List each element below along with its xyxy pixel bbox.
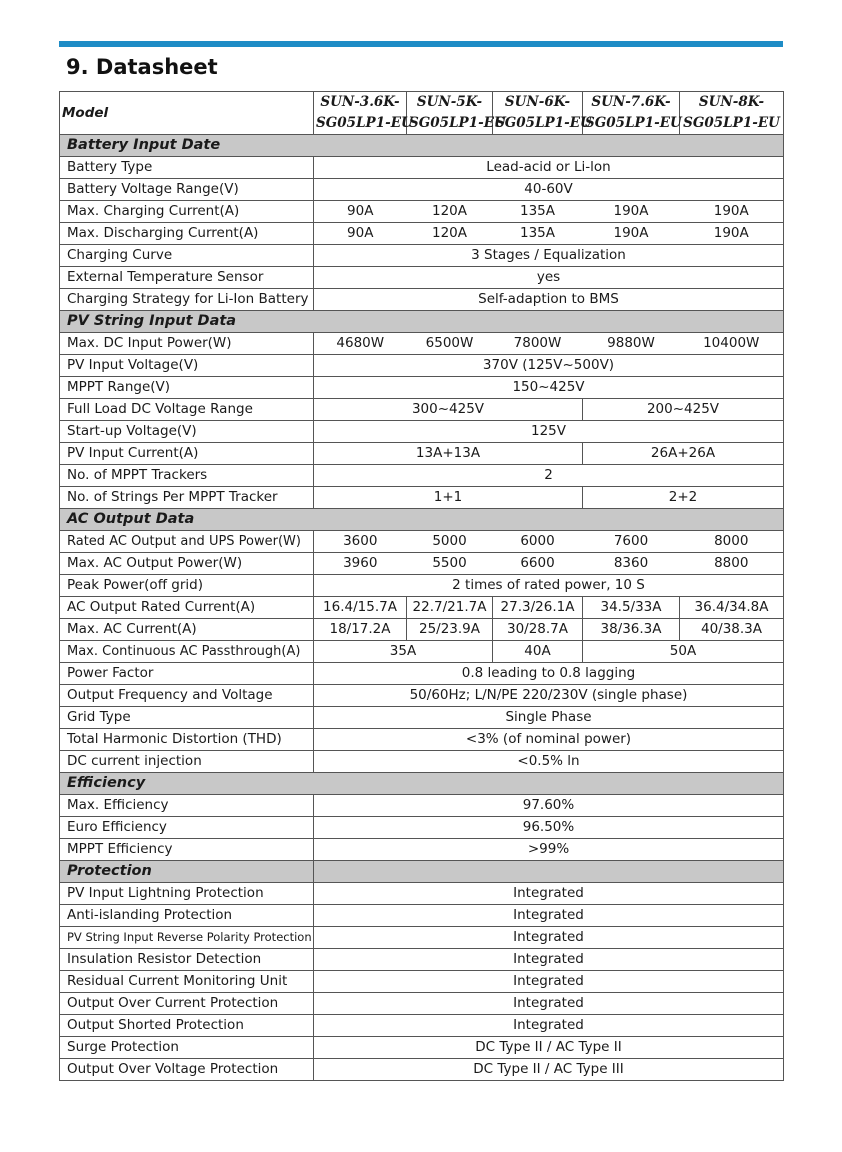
row-label: Output Over Voltage Protection [60,1059,314,1081]
row-value: DC Type II / AC Type II [314,1037,784,1059]
row-label: Battery Voltage Range(V) [60,179,314,201]
table-row [60,443,784,465]
model-header: SUN-5K- SG05LP1-EU [407,92,493,135]
row-label: Battery Type [60,157,314,179]
model-header: SUN-7.6K- SG05LP1-EU [583,92,680,135]
row-label: PV Input Lightning Protection [60,883,314,905]
row-value: 35A [314,641,493,663]
table-row [60,927,784,949]
row-value: 1+1 [314,487,583,509]
row-value: Integrated [314,927,784,949]
row-value: 7800W [493,333,583,355]
table-row [60,839,784,861]
row-value: 3 Stages / Equalization [314,245,784,267]
row-value: 0.8 leading to 0.8 lagging [314,663,784,685]
row-label: External Temperature Sensor [60,267,314,289]
row-label: Insulation Resistor Detection [60,949,314,971]
table-row [60,1059,784,1081]
row-value: 200~425V [583,399,784,421]
row-value: 26A+26A [583,443,784,465]
row-value: Integrated [314,905,784,927]
row-value: Single Phase [314,707,784,729]
row-label: Output Over Current Protection [60,993,314,1015]
table-row [60,729,784,751]
row-label: Euro Efficiency [60,817,314,839]
model-header: SUN-3.6K- SG05LP1-EU [314,92,407,135]
table-row [60,179,784,201]
row-label: Residual Current Monitoring Unit [60,971,314,993]
row-value: 97.60% [314,795,784,817]
row-label: Surge Protection [60,1037,314,1059]
row-value: Integrated [314,971,784,993]
row-value: 90A [314,201,407,223]
row-value: 36.4/34.8A [680,597,784,619]
row-value: Integrated [314,949,784,971]
table-row [60,883,784,905]
row-value: 18/17.2A [314,619,407,641]
table-row [60,1037,784,1059]
row-value: 8360 [583,553,680,575]
table-row [60,531,784,553]
row-value: 150~425V [314,377,784,399]
section-header-ac: AC Output Data [60,509,784,531]
row-value: Integrated [314,1015,784,1037]
row-value: 190A [680,201,784,223]
table-row [60,619,784,641]
section-header-battery: Battery Input Date [60,135,784,157]
table-row [60,465,784,487]
row-label: Power Factor [60,663,314,685]
row-value: DC Type II / AC Type III [314,1059,784,1081]
row-value: 34.5/33A [583,597,680,619]
table-row [60,663,784,685]
row-label: Peak Power(off grid) [60,575,314,597]
table-row [60,245,784,267]
row-label: Grid Type [60,707,314,729]
table-row [60,487,784,509]
table-row [60,597,784,619]
row-value: 190A [583,223,680,245]
row-label: MPPT Range(V) [60,377,314,399]
row-value: 30/28.7A [493,619,583,641]
row-value: Integrated [314,993,784,1015]
row-value: 5000 [407,531,493,553]
row-label: PV String Input Reverse Polarity Protection [60,927,314,949]
row-value: 190A [680,223,784,245]
section-header-pv: PV String Input Data [60,311,784,333]
table-row [60,157,784,179]
page-title: 9. Datasheet [66,55,218,79]
row-label: Max. Efficiency [60,795,314,817]
table-row [60,1015,784,1037]
row-value: 300~425V [314,399,583,421]
row-label: Full Load DC Voltage Range [60,399,314,421]
row-value: 8000 [680,531,784,553]
table-row [60,993,784,1015]
row-value: 4680W [314,333,407,355]
row-value: 5500 [407,553,493,575]
row-value: 2 times of rated power, 10 S [314,575,784,597]
row-value: 50/60Hz; L/N/PE 220/230V (single phase) [314,685,784,707]
row-value: yes [314,267,784,289]
row-value: 40-60V [314,179,784,201]
row-label: Anti-islanding Protection [60,905,314,927]
row-value: 9880W [583,333,680,355]
row-value: 135A [493,223,583,245]
table-row [60,399,784,421]
row-value: 25/23.9A [407,619,493,641]
row-value: 120A [407,223,493,245]
table-row [60,817,784,839]
row-label: Max. AC Current(A) [60,619,314,641]
row-value: 6000 [493,531,583,553]
row-value: <0.5% ln [314,751,784,773]
row-label: Max. AC Output Power(W) [60,553,314,575]
row-value: Integrated [314,883,784,905]
row-label: Max. Continuous AC Passthrough(A) [60,641,314,663]
row-value: 90A [314,223,407,245]
table-row [60,795,784,817]
row-label: Charging Curve [60,245,314,267]
table-row [60,751,784,773]
row-value: 3960 [314,553,407,575]
table-row [60,949,784,971]
row-value: 13A+13A [314,443,583,465]
row-label: PV Input Voltage(V) [60,355,314,377]
top-accent-bar [59,41,783,47]
row-label: Output Shorted Protection [60,1015,314,1037]
row-label: Charging Strategy for Li-Ion Battery [60,289,314,311]
table-row [60,553,784,575]
row-value: 120A [407,201,493,223]
row-value: <3% (of nominal power) [314,729,784,751]
row-value: 370V (125V~500V) [314,355,784,377]
row-value: 27.3/26.1A [493,597,583,619]
row-value: 2 [314,465,784,487]
table-row [60,377,784,399]
table-row [60,333,784,355]
row-value: 10400W [680,333,784,355]
row-value: 16.4/15.7A [314,597,407,619]
table-row [60,971,784,993]
row-value: 22.7/21.7A [407,597,493,619]
row-value: 38/36.3A [583,619,680,641]
row-label: PV Input Current(A) [60,443,314,465]
table-row [60,641,784,663]
row-value: 135A [493,201,583,223]
row-label: No. of Strings Per MPPT Tracker [60,487,314,509]
row-label: Start-up Voltage(V) [60,421,314,443]
row-value: >99% [314,839,784,861]
row-value: Lead-acid or Li-lon [314,157,784,179]
row-label: Output Frequency and Voltage [60,685,314,707]
table-row [60,905,784,927]
row-label: Max. Charging Current(A) [60,201,314,223]
section-header-protection: Protection [60,861,784,883]
section-header-efficiency: Efficiency [60,773,784,795]
row-label: Max. Discharging Current(A) [60,223,314,245]
model-label: Model [60,92,314,135]
row-value: 3600 [314,531,407,553]
row-value: 6500W [407,333,493,355]
row-value: 40A [493,641,583,663]
row-value: 50A [583,641,784,663]
model-header: SUN-6K- SG05LP1-EU [493,92,583,135]
table-row [60,421,784,443]
datasheet-table [59,91,784,1081]
table-row [60,267,784,289]
row-label: Max. DC Input Power(W) [60,333,314,355]
table-row [60,223,784,245]
row-value: 6600 [493,553,583,575]
row-value: 96.50% [314,817,784,839]
row-label: No. of MPPT Trackers [60,465,314,487]
table-row [60,289,784,311]
row-value: 2+2 [583,487,784,509]
table-row [60,685,784,707]
row-value: 7600 [583,531,680,553]
table-row [60,201,784,223]
row-value: 125V [314,421,784,443]
row-label: DC current injection [60,751,314,773]
row-value: 190A [583,201,680,223]
row-label: MPPT Efficiency [60,839,314,861]
row-label: AC Output Rated Current(A) [60,597,314,619]
table-row [60,575,784,597]
row-label: Total Harmonic Distortion (THD) [60,729,314,751]
table-row [60,355,784,377]
table-row [60,707,784,729]
row-value: Self-adaption to BMS [314,289,784,311]
row-label: Rated AC Output and UPS Power(W) [60,531,314,553]
header-row [60,92,784,135]
model-header: SUN-8K- SG05LP1-EU [680,92,784,135]
row-value: 8800 [680,553,784,575]
row-value: 40/38.3A [680,619,784,641]
